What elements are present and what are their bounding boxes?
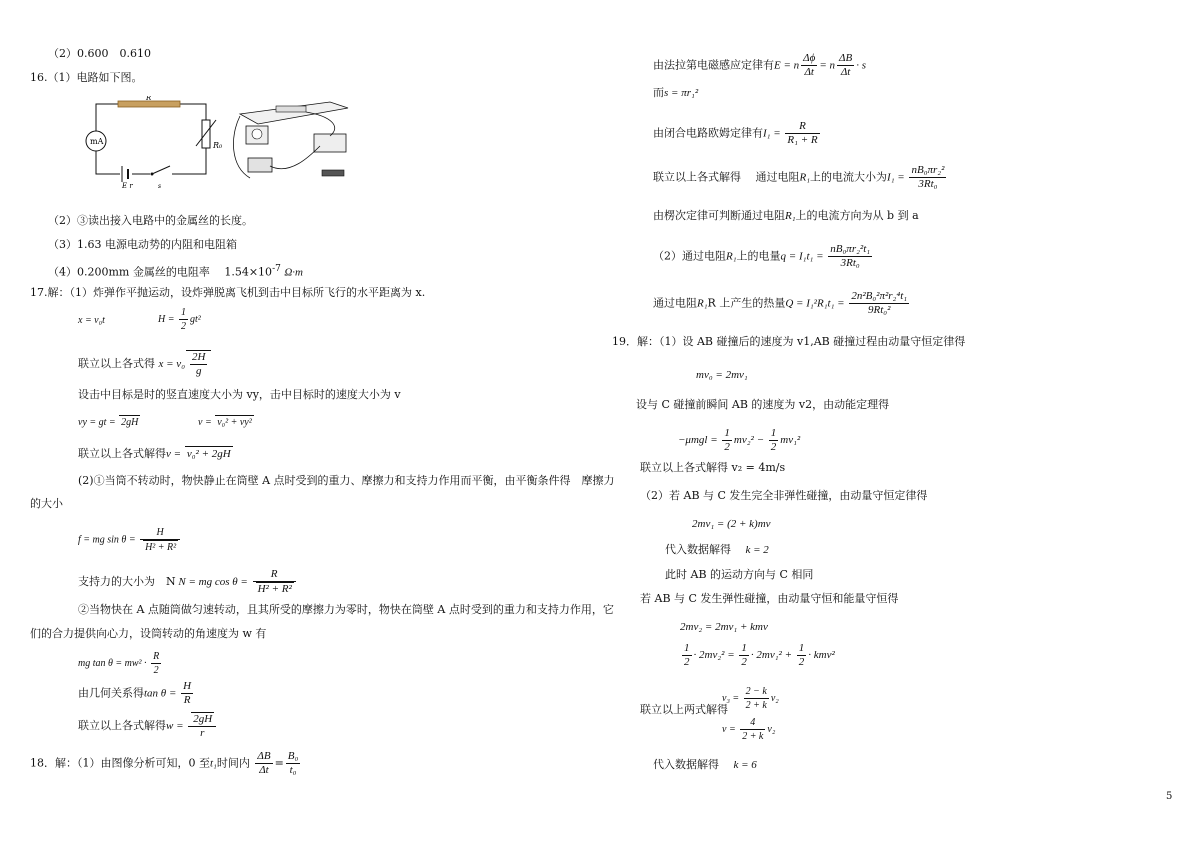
eq-v: v = v₀² + vy²	[198, 417, 252, 428]
line-r7: 通过电阻R₁R 上产生的热量Q = I₁²R₁t₁ = $\frac{\text{2n²B₀²π²r₂⁴t₁}}{\text{9Rt₀²}}$	[653, 290, 908, 316]
line-r1: 由法拉第电磁感应定律有E = n $\frac{\Delta\phi}{\Delta t}$ = n $\frac{\Delta B}{\Delta t}$ · s	[653, 52, 866, 78]
line-l9: 联立以上各式得 x = v₀ $\frac{2H}{g}$	[78, 350, 211, 378]
line-l22: 18．解：（1）由图像分析可知，0 至t₁时间内 $\frac{\Delta B}{\Delta t}$ = $\frac{\text{B₀}}{\text{t₀}}$	[30, 750, 299, 776]
eq-f: f = mg sin θ = $\frac{H}{\text{H² + R²}}$	[78, 526, 182, 554]
line-l13: 联立以上各式解得v = v₀² + 2gH	[78, 447, 231, 460]
line-l18: ②当物快在 A 点随筒做匀速转动，且其所受的摩擦力为零时，物快在筒壁 A 点时受到的重力和支持力作用，它	[78, 603, 614, 616]
line-l4: （3）1.63 电源电动势的内阻和电阻箱	[48, 238, 237, 251]
line-l17: 支持力的大小为 N N = mg cos θ = $\frac{R}{\text{H² + R²}}$	[78, 568, 298, 596]
line-r13: 此时 AB 的运动方向与 C 相同	[665, 568, 814, 581]
line-r6: （2）通过电阻R₁上的电量q = I₁t₁ = $\frac{\text{nB₀πr₂²t₁}}{\text{3Rt₀}}$	[653, 243, 871, 269]
line-r4: 联立以上各式解得 通过电阻R₁上的电流大小为I₁ = $\frac{\text{nB₀πr₂²}}{\text{3Rt₀}}$	[653, 164, 945, 190]
label-mA: mA	[90, 137, 104, 146]
eq-x: x = v₀t	[78, 315, 105, 326]
line-r2: 而s = πr₁²	[653, 86, 699, 99]
line-r5: 由楞次定律可判断通过电阻R₁上的电流方向为从 b 到 a	[653, 209, 919, 222]
line-l20: 由几何关系得tan θ = $\frac{H}{R}$	[78, 680, 192, 706]
page-number: 5	[1166, 791, 1173, 802]
circuit-figure	[80, 96, 350, 188]
eq-vy: vy = gt = 2gH	[78, 417, 139, 428]
line-l15: 的大小	[30, 497, 63, 510]
label-R: R	[146, 96, 152, 102]
line-l1: （2）0.600 0.610	[48, 47, 151, 60]
line-r9: 设与 C 碰撞前瞬间 AB 的速度为 v2，由动能定理得	[636, 398, 890, 411]
line-l10: 设击中目标是时的竖直速度大小为 vy，击中目标时的速度大小为 v	[78, 388, 401, 401]
line-l19: 们的合力提供向心力，设筒转动的角速度为 w 有	[30, 627, 267, 640]
label-s: s	[158, 183, 162, 188]
line-r10: 联立以上各式解得 v₂ = 4m/s	[640, 461, 786, 474]
line-r12: 代入数据解得 k = 2	[665, 543, 769, 556]
eq-tan: mg tan θ = mw² · $\frac{R}{2}$	[78, 651, 160, 676]
eq-v: v = $\frac{4}{2 + k}$ v₂	[722, 717, 776, 742]
line-l5: （4）0.200mm 金属丝的电阻率 $1.54\times 10^{-7}$ Ω·m	[48, 264, 303, 279]
line-r8: 19．解：（1）设 AB 碰撞后的速度为 v1,AB 碰撞过程由动量守恒定律得	[612, 335, 966, 348]
line-l3: （2）③读出接入电路中的金属丝的长度。	[48, 214, 253, 227]
line-r3: 由闭合电路欧姆定律有I₁ = $\frac{R}{\text{R₁ + R}}$	[653, 120, 818, 146]
line-r11: （2）若 AB 与 C 发生完全非弹性碰撞，由动量守恒定律得	[640, 489, 928, 502]
line-r16: 代入数据解得 k = 6	[653, 758, 757, 771]
line-l2: 16.（1）电路如下图。	[30, 71, 143, 84]
eq-H: H = $\frac{1}{2}$ gt²	[158, 307, 201, 332]
line-l6: 17.解：（1）炸弹作平抛运动，设炸弹脱离飞机到击中目标所飞行的水平距离为 x.	[30, 286, 426, 299]
line-r15: 联立以上两式解得	[640, 703, 728, 716]
eq-energy: −μmgl = $\frac{1}{2}$ mv₂² − $\frac{1}{2}$ mv₁²	[678, 427, 801, 453]
eq-v3: v₃ = $\frac{2 - k}{2 + k}$ v₂	[722, 686, 779, 711]
eq-mv0: mv₀ = 2mv₁	[696, 369, 748, 381]
eq-inelastic: 2mv₁ = (2 + k)mv	[692, 518, 771, 530]
eq-elastic-1: 2mv₂ = 2mv₁ + kmv	[680, 621, 768, 633]
eq-elastic-2: $\frac{1}{2}$ · 2mv₂² = $\frac{1}{2}$ · 2mv₁² + $\frac{1}{2}$ · kmv²	[684, 642, 835, 668]
line-r14: 若 AB 与 C 发生弹性碰撞，由动量守恒和能量守恒得	[640, 592, 899, 605]
label-R0: R₀	[213, 141, 223, 150]
line-l14: (2)①当筒不转动时，物快静止在筒壁 A 点时受到的重力、摩擦力和支持力作用而平衡，由平衡条件得 摩擦力	[78, 474, 615, 487]
label-Er: E r	[122, 182, 133, 188]
line-l21: 联立以上各式解得w = $\frac{2gH}{r}$	[78, 712, 218, 740]
